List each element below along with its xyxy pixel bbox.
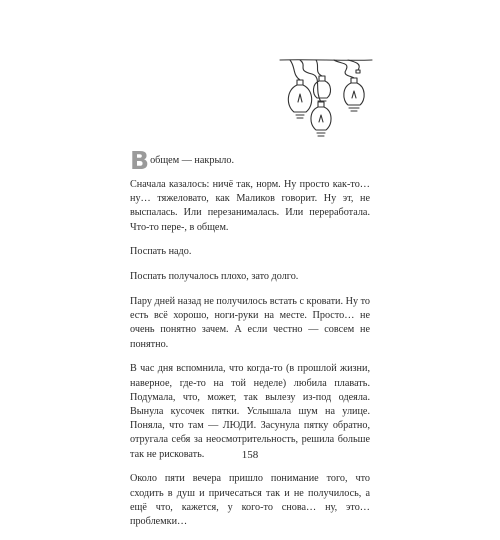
- paragraph: Пару дней назад не получилось встать с кровати. Ну то есть всё хорошо, ноги-руки на месте. Просто… не очень понятно зачем. А если честно — совсем не понятно.: [130, 296, 371, 350]
- chapter-text: [130, 146, 371, 540]
- paragraph: Сначала казалось: ничё так, норм. Ну просто как-то… ну… тяжеловато, как Маликов говорит. Ну эт, не выспалась. Или перезанималась. Или переработала. Что-то пере-, в общем.: [130, 179, 370, 233]
- page-number: 158: [241, 449, 259, 461]
- opening-line: общем — накрыло.: [150, 155, 235, 166]
- paragraph: Поспать надо.: [130, 246, 192, 258]
- paragraph: Около пяти вечера пришло понимание того, что сходить в душ и причесаться так и не получилось, а ещё что, кажется, у кого-то снова… ну, это… проблемки…: [130, 473, 370, 528]
- opening-paragraph: [130, 146, 370, 175]
- paragraph: В час дня вспомнила, что когда-то (в прошлой жизни, наверное, где-то на той неделе) любила плавать. Подумала, что, может, так вылезу из-под одеяла. Вынула кусочек пятки. Услышала шум на улице. Поняла, что там — ЛЮДИ. Засунула пятку обратно, отругала себя за неосмотрительность, решила больше так не рисковать.: [130, 363, 370, 460]
- hanging-light-bulbs-icon: [276, 50, 376, 146]
- paragraph: Поспать получалось плохо, зато долго.: [130, 271, 299, 283]
- drop-cap: В: [130, 146, 150, 175]
